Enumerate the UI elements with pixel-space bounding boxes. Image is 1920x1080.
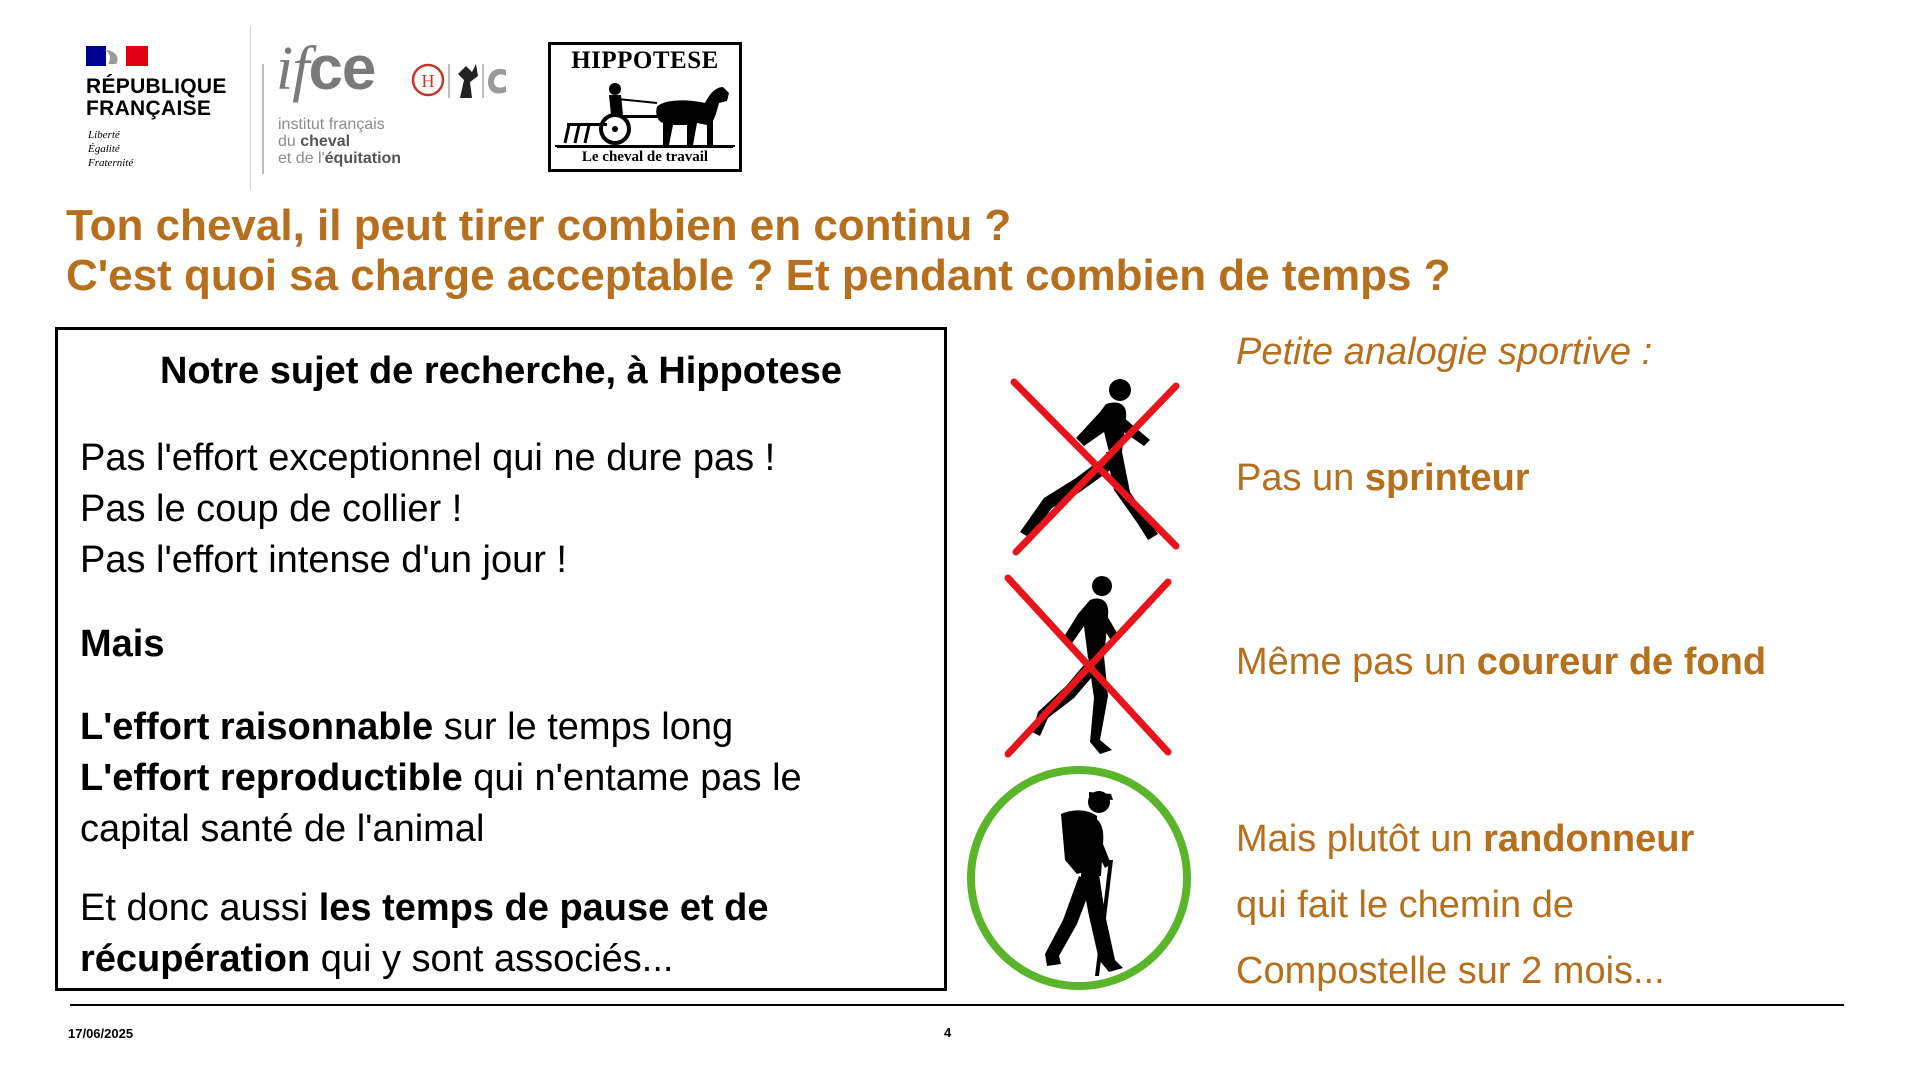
pause-recovery-text: Et donc aussi les temps de pause et de récupération qui y sont associés... [80,887,769,980]
effort-description: L'effort raisonnable sur le temps long L'effort reproductible qui n'entame pas le capital santé de l'animal [80,706,802,850]
republique-name: RÉPUBLIQUE FRANÇAISE [86,75,227,120]
not-effort-line: Pas le coup de collier ! [80,488,463,530]
ifce-logo [262,34,512,180]
not-effort-line: Pas l'effort intense d'un jour ! [80,539,567,581]
hippotese-title: HIPPOTESE [571,47,719,74]
long-distance-runner-crossed-icon [1004,574,1174,760]
sprinter-crossed-icon [1010,372,1180,558]
ifce-divider [262,64,264,174]
marianne-flag-icon [86,46,148,66]
sprinter-text: Pas un sprinteur [1236,457,1530,499]
page-number: 4 [944,1025,952,1040]
hiker-approved-icon [965,764,1193,992]
svg-text:H: H [421,71,435,91]
page-title-line-2: C'est quoi sa charge acceptable ? Et pendant combien de temps ? [66,251,1451,300]
analogy-intro: Petite analogie sportive : [1236,331,1653,373]
republique-francaise-logo [86,46,246,176]
ifce-emblems-icon [408,58,508,104]
hippotese-logo [548,42,742,172]
mais-label: Mais [80,623,165,665]
runner-text: Même pas un coureur de fond [1236,641,1767,683]
not-effort-list [80,433,926,586]
ifce-subtitle: institut français du cheval et de l'équitation [278,116,402,167]
footer-divider [70,1004,1844,1006]
not-effort-line: Pas l'effort exceptionnel qui ne dure pas ! [80,437,776,479]
page-title-line-1: Ton cheval, il peut tirer combien en continu ? [66,201,1012,250]
hippotese-caption: Le cheval de travail [555,145,735,167]
logo-separator [250,26,251,190]
research-box-heading: Notre sujet de recherche, à Hippotese [159,350,843,392]
footer-date: 17/06/2025 [68,1026,134,1041]
research-subject-box [55,327,947,991]
republique-motto: Liberté Égalité Fraternité [88,129,134,169]
hiker-text: Mais plutôt un randonneur qui fait le chemin de Compostelle sur 2 mois... [1236,818,1695,992]
horse-cart-icon [557,77,733,149]
ifce-wordmark: ifce [276,34,376,103]
